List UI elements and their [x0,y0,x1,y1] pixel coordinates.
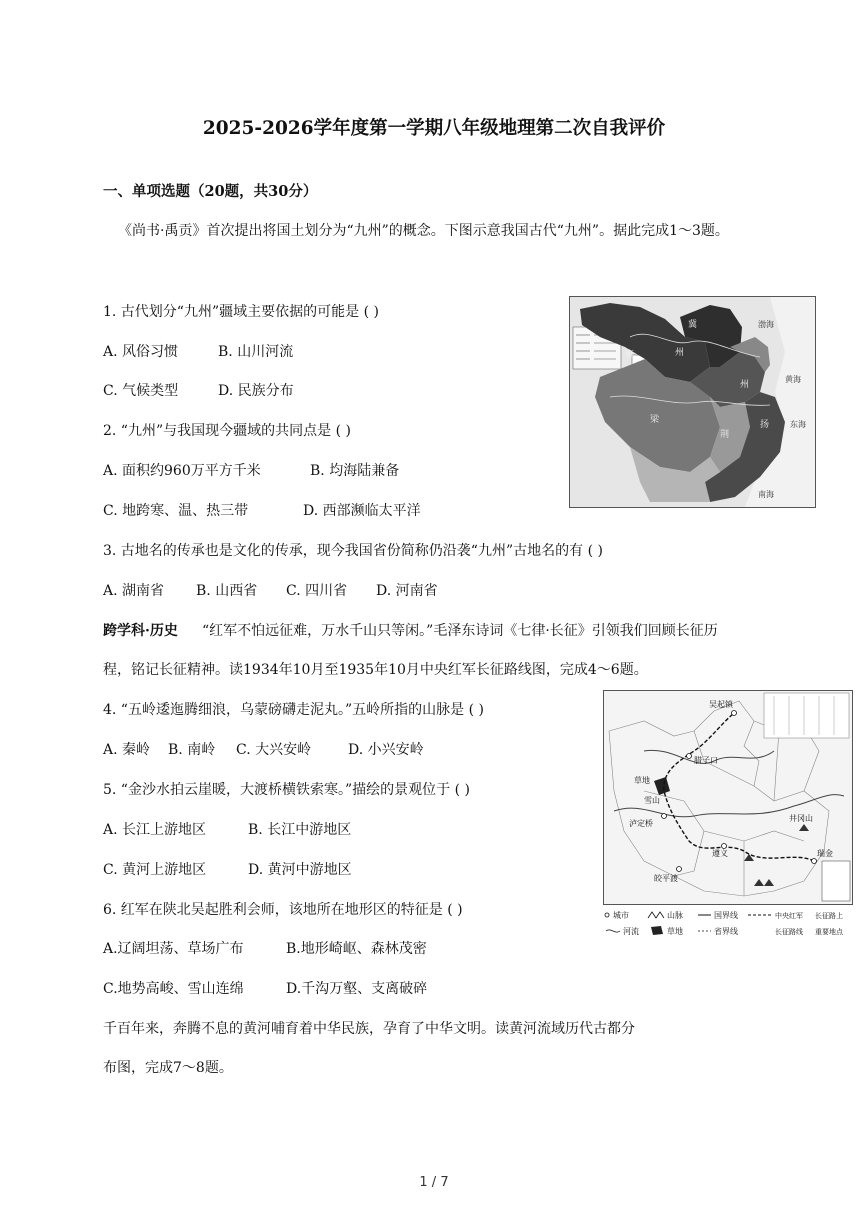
svg-text:井冈山: 井冈山 [789,814,813,823]
question-1-option-d: D. 民族分布 [218,383,294,399]
question-5-option-c: C. 黄河上游地区 [103,862,207,878]
question-5-option-b: B. 长江中游地区 [248,822,352,838]
question-3-option-b: B. 山西省 [196,583,258,599]
svg-text:皎平渡: 皎平渡 [654,874,678,883]
svg-text:草地: 草地 [634,776,650,785]
svg-text:渤海: 渤海 [758,320,774,329]
svg-text:省界线: 省界线 [714,927,738,936]
svg-text:雍: 雍 [625,350,635,360]
svg-text:长征路线: 长征路线 [775,928,803,936]
svg-text:草地: 草地 [667,927,683,936]
svg-text:南海: 南海 [758,490,774,499]
question-6-stem: 6. 红军在陕北吴起胜利会师，该地所在地形区的特征是 ( ) [103,902,463,918]
svg-text:遵义: 遵义 [712,849,728,858]
question-2-option-b: B. 均海陆兼备 [310,463,400,479]
svg-text:州: 州 [740,380,750,390]
question-4-option-a: A. 秦岭 [103,742,151,758]
long-march-map [603,690,853,905]
question-2-stem: 2. “九州”与我国现今疆域的共同点是 ( ) [103,423,351,439]
question-3-option-a: A. 湖南省 [103,583,165,599]
question-3-stem: 3. 古地名的传承也是文化的传承，现今我国省份简称仍沿袭“九州”古地名的有 ( ) [103,543,603,559]
question-5-option-a: A. 长江上游地区 [103,822,207,838]
page-number: 1 / 7 [419,1175,449,1190]
question-6-option-b: B.地形崎岖、森林茂密 [286,941,427,957]
long-march-legend [603,909,853,939]
page-title: 2025-2026学年度第一学期八年级地理第二次自我评价 [202,118,666,139]
legend-city: 城市 [613,911,629,920]
cross-subject-label: 跨学科·历史 [103,623,178,639]
svg-text:长征路上: 长征路上 [815,912,843,920]
svg-text:瑞金: 瑞金 [817,849,833,858]
svg-text:中央红军: 中央红军 [775,912,803,920]
question-3-option-c: C. 四川省 [286,583,348,599]
question-6-option-a: A.辽阔坦荡、草场广布 [103,941,244,957]
svg-text:山脉: 山脉 [667,911,683,920]
nine-provinces-map-graphic [570,297,815,507]
svg-text:州: 州 [675,348,685,358]
question-6-option-c: C.地势高峻、雪山连绵 [103,981,244,997]
question-4-stem: 4. “五岭逶迤腾细浪，乌蒙磅礴走泥丸。”五岭所指的山脉是 ( ) [103,702,484,718]
svg-text:重要地点: 重要地点 [815,928,843,936]
svg-text:河流: 河流 [623,927,639,936]
svg-text:扬: 扬 [760,420,770,430]
cross-subject-line-2: 程，铭记长征精神。读1934年10月至1935年10月中央红军长征路线图，完成4～6题。 [103,662,648,678]
question-5-option-d: D. 黄河中游地区 [248,862,352,878]
long-march-map-graphic [604,691,852,904]
question-6-option-d: D.千沟万壑、支离破碎 [286,981,428,997]
question-1-stem: 1. 古代划分“九州”疆域主要依据的可能是 ( ) [103,304,379,320]
svg-text:东海: 东海 [790,420,806,429]
question-3-option-d: D. 河南省 [376,583,438,599]
question-4-option-c: C. 大兴安岭 [236,742,312,758]
question-4-option-d: D. 小兴安岭 [348,742,424,758]
svg-text:荆: 荆 [720,430,730,440]
svg-text:黄海: 黄海 [785,375,801,384]
svg-text:梁: 梁 [650,415,660,425]
section-intro: 《尚书·禹贡》首次提出将国土划分为“九州”的概念。下图示意我国古代“九州”。据此完成1～3题。 [118,223,729,239]
question-5-stem: 5. “金沙水拍云崖暖，大渡桥横铁索寒。”描绘的景观位于 ( ) [103,782,470,798]
svg-text:雪山: 雪山 [644,796,660,805]
svg-text:吴起镇: 吴起镇 [709,700,733,709]
nine-provinces-map [569,296,816,508]
question-2-option-d: D. 西部濒临太平洋 [303,503,421,519]
yellow-river-line-2: 布图，完成7～8题。 [103,1060,233,1076]
svg-text:泸定桥: 泸定桥 [629,819,653,828]
question-2-option-c: C. 地跨寒、温、热三带 [103,503,249,519]
yellow-river-line-1: 千百年来，奔腾不息的黄河哺育着中华民族，孕育了中华文明。读黄河流域历代古都分 [103,1021,635,1037]
cross-subject-line-1: “红军不怕远征难，万水千山只等闲。”毛泽东诗词《七律·长征》引领我们回顾长征历 [202,623,718,639]
section-heading: 一、单项选题（20题，共30分） [103,183,318,200]
svg-text:腊子口: 腊子口 [694,756,718,765]
question-4-option-b: B. 南岭 [168,742,216,758]
question-2-option-a: A. 面积约960万平方千米 [103,463,261,479]
question-1-option-a: A. 风俗习惯 [103,344,179,360]
svg-text:国界线: 国界线 [714,911,738,920]
map1-label-ji: 冀 [688,320,698,330]
question-1-option-c: C. 气候类型 [103,383,179,399]
question-1-option-b: B. 山川河流 [218,344,294,360]
